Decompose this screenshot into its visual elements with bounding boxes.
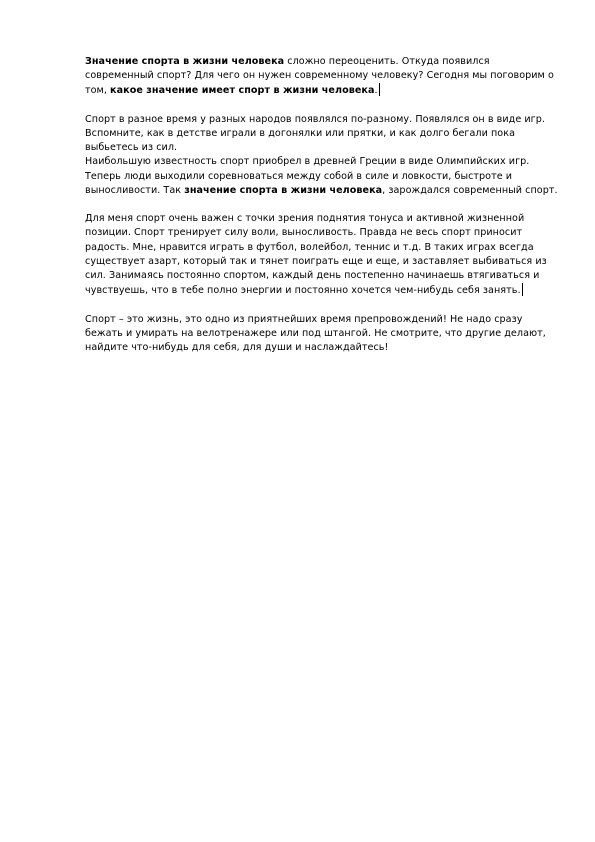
paragraph-intro bbox=[85, 55, 560, 99]
paragraph-gap bbox=[85, 99, 560, 113]
paragraph-text: сложно переоценить. Откуда появился современный спорт? Для чего он нужен современному человеку? Сегодня мы поговорим о том, bbox=[85, 56, 554, 97]
paragraph-text: Наибольшую известность спорт приобрел в древней Греции в виде Олимпийских игр. Теперь люди выходили соревноваться между собой в силе и ловкости, быстроте и выносливости. Так bbox=[85, 156, 530, 196]
keyword-highlight: Значение спорта в жизни человека bbox=[85, 56, 285, 67]
keyword-highlight: значение спорта в жизни человека bbox=[184, 184, 383, 196]
period-text: . bbox=[374, 85, 378, 97]
paragraph-text: Спорт в разное время у разных народов появлялся по-разному. Появлялся он в виде игр. Вспомните, как в детстве играли в догонялки или прятки, и как долго бегали пока выбьетесь из сил. bbox=[85, 113, 545, 154]
paragraph-text: Для меня спорт очень важен с точки зрения поднятия тонуса и активной жизненной позиции. Спорт тренирует силу воли, выносливость. Правда не весь спорт приносит радость. Мне, нравится играть в футбол, волейбол, теннис и т.д. В таких играх всегда существует азарт, который так и тянет поиграть еще и еще, и заставляет выбиваться из сил. Занимаясь постоянно спортом, каждый день постепенно начинаешь втягиваться и чувствуешь, что в тебе полно энергии и постоянно хочется чем-нибудь себя занять. bbox=[85, 213, 547, 297]
paragraph-conclusion bbox=[85, 313, 560, 356]
document-body bbox=[85, 55, 560, 355]
keyword-highlight: какое значение имеет спорт в жизни человека bbox=[110, 85, 375, 97]
paragraph-text: Спорт – это жизнь, это одно из приятнейших время препровождений! Не надо сразу бежать и умирать на велотренажере или под штангой. Не смотрите, что другие делают, найдите что-нибудь для себя, для души и наслаждайтесь! bbox=[85, 313, 546, 354]
paragraph-history bbox=[85, 113, 560, 198]
text-cursor bbox=[379, 83, 380, 96]
paragraph-text: , зарождался современный спорт. bbox=[382, 184, 558, 196]
paragraph-personal bbox=[85, 212, 560, 298]
text-cursor bbox=[522, 283, 523, 296]
paragraph-gap bbox=[85, 298, 560, 312]
paragraph-gap bbox=[85, 198, 560, 212]
